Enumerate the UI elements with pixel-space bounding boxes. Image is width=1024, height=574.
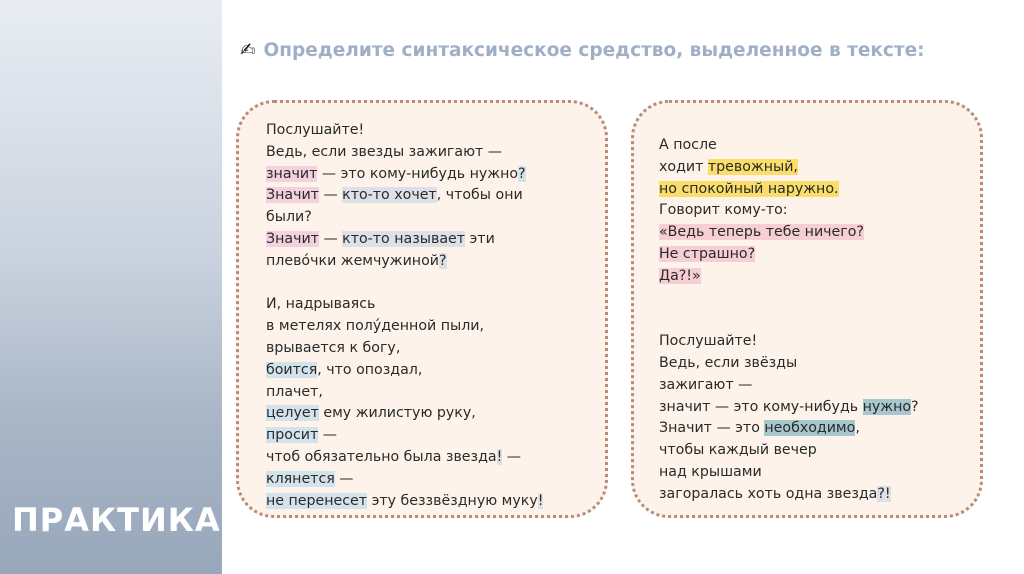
poem-text: —	[318, 187, 343, 204]
sidebar-title: ПРАКТИКА	[12, 501, 221, 539]
poem-text: эти	[465, 230, 495, 247]
poem-line	[266, 251, 543, 273]
highlight-blue: клянется	[266, 470, 335, 487]
poem-line	[266, 425, 543, 447]
highlight-gray: ?!	[877, 485, 891, 502]
highlight-pink: Значит	[266, 230, 319, 247]
poem-line: Говорит кому-то:	[659, 202, 788, 219]
highlight-yellow: но спокойный наружно.	[659, 180, 839, 197]
highlight-gray: ?	[438, 252, 447, 269]
poem-text: —	[334, 470, 354, 487]
poem-text: загоралась хоть одна звезда	[659, 485, 878, 502]
poem-line	[266, 447, 543, 469]
poem-line	[659, 179, 919, 201]
poem-line	[659, 266, 919, 288]
highlight-pink: значит	[266, 165, 318, 182]
highlight-gray: кто-то хочет	[342, 187, 437, 204]
poem-line	[659, 484, 919, 506]
poem-line: И, надрываясь	[266, 296, 376, 313]
writing-hand-icon: ✍	[240, 40, 256, 61]
poem-text: эту беззвёздную муку	[367, 492, 538, 509]
poem-text: ,	[855, 420, 860, 437]
poem-line	[659, 157, 919, 179]
poem-line: плачет,	[266, 383, 323, 400]
poem-line	[266, 185, 543, 207]
poem-text: —	[318, 427, 337, 444]
poem-line: Послушайте!	[659, 333, 758, 350]
poem-text: , чтобы они	[436, 187, 523, 204]
poem-line: в метелях полу́денной пыли,	[266, 318, 485, 335]
poem-line	[266, 469, 543, 491]
poem-text: ходит	[659, 158, 708, 175]
poem-line	[266, 360, 543, 382]
poem-text: —	[502, 448, 521, 465]
poem-line	[266, 491, 543, 513]
poem-line: были?	[266, 209, 312, 226]
poem-line: врывается к богу,	[266, 339, 401, 356]
highlight-teal: необходимо	[764, 420, 856, 437]
poem-line	[659, 244, 919, 266]
poem-text: — это кому-нибудь нужно	[317, 165, 519, 182]
poem-line	[266, 229, 543, 251]
highlight-rose: Да?!»	[659, 267, 701, 284]
poem-text: Значит — это	[659, 420, 765, 437]
poem-text: плево́чки жемчужиной	[266, 252, 439, 269]
poem-line	[659, 418, 919, 440]
poem-line: чтобы каждый вечер	[659, 442, 817, 459]
poem-text: чтоб обязательно была звезда	[266, 448, 497, 465]
poem-line: над крышами	[659, 463, 762, 480]
highlight-blue: просит	[266, 427, 319, 444]
page-title-text: Определите синтаксическое средство, выделенное в тексте:	[263, 40, 925, 61]
poem-right	[659, 135, 919, 506]
poem-line: зажигают —	[659, 376, 753, 393]
stanza-gap	[266, 273, 543, 295]
poem-left	[266, 120, 543, 512]
poem-line: Ведь, если звезды зажигают —	[266, 143, 502, 160]
highlight-rose: Не страшно?	[659, 245, 756, 262]
poem-text: —	[318, 230, 343, 247]
poem-text: , что опоздал,	[317, 361, 423, 378]
highlight-blue: боится	[266, 361, 318, 378]
highlight-gray: кто-то называет	[342, 230, 466, 247]
poem-line: А после	[659, 137, 717, 153]
highlight-gray: !	[537, 492, 544, 509]
highlight-gray: !	[496, 448, 503, 465]
highlight-blue: не перенесет	[266, 492, 368, 509]
poem-line	[659, 222, 919, 244]
stanza-gap	[659, 288, 919, 332]
poem-text: ему жилистую руку,	[318, 405, 476, 422]
poem-text: ?	[911, 398, 919, 415]
sidebar-panel	[0, 0, 222, 574]
poem-line	[659, 397, 919, 419]
poem-line	[266, 403, 543, 425]
highlight-pink: Значит	[266, 187, 319, 204]
highlight-teal: нужно	[862, 398, 912, 415]
poem-line: Ведь, если звёзды	[659, 354, 798, 371]
poem-line: Послушайте!	[266, 122, 365, 138]
poem-text: значит — это кому-нибудь	[659, 398, 863, 415]
poem-line	[266, 164, 543, 186]
highlight-yellow: тревожный,	[707, 158, 798, 175]
page-title	[240, 38, 980, 64]
highlight-blue: ?	[518, 165, 526, 182]
highlight-blue: целует	[266, 405, 319, 422]
highlight-rose: «Ведь теперь тебе ничего?	[659, 224, 864, 241]
